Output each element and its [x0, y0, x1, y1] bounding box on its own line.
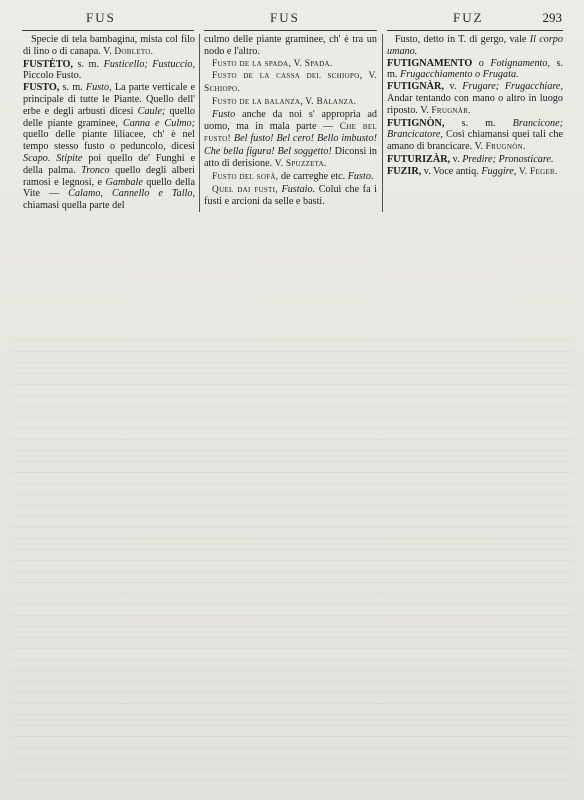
- headword: FUTIGNÀR,: [387, 81, 444, 93]
- entry: [23, 59, 195, 83]
- definition: Andar tentando con mano o altro in luogo riposto. V.: [387, 92, 563, 116]
- definition: quello delle piante liliacee, ch' è nel tempo stesso fusto o peduncolo, dicesi: [23, 129, 195, 153]
- phrase: Fusto de la cassa del schiopo: [212, 71, 360, 82]
- header-rule: [22, 30, 194, 31]
- grammar: v. Voce antiq.: [423, 165, 479, 177]
- entry: [204, 96, 377, 109]
- show-through-text: [10, 340, 574, 790]
- column-2: [204, 34, 377, 208]
- entry-body: Specie di tela bambagina, mista col filo di lino o di canapa. V.: [23, 34, 195, 57]
- entry-body: culmo delle piante graminee, ch' è tra un nodo e l'altro.: [204, 34, 377, 57]
- example: Tronco: [81, 164, 110, 176]
- page-number: 293: [542, 10, 562, 25]
- phrase: Quel dai fusti,: [212, 184, 278, 195]
- example: Canna e Culmo;: [122, 117, 195, 129]
- phrase: Fusto de la balanza: [212, 96, 301, 107]
- entry: [204, 171, 377, 184]
- grammar: s. m.: [77, 58, 100, 70]
- example: Caule;: [137, 105, 166, 117]
- entry: [204, 58, 377, 71]
- definition: o: [478, 57, 484, 69]
- column-3: [387, 34, 563, 179]
- grammar: s. m.: [387, 57, 563, 81]
- column-1: [23, 34, 195, 212]
- definition: Diconsi in atto di derisione.: [204, 146, 378, 169]
- entry: [387, 166, 563, 179]
- entry: [387, 118, 563, 154]
- variant: Fotignamento,: [490, 57, 551, 69]
- entry-text: [23, 34, 195, 59]
- definition: chiamasi quella parte del: [23, 200, 125, 212]
- grammar: v.: [452, 153, 460, 165]
- cross-reference: V. Spuzzeta.: [274, 158, 327, 169]
- entry-text: [387, 34, 563, 58]
- entry: [204, 184, 377, 209]
- phrase: Fusto: [212, 108, 236, 120]
- punctuation: ,: [288, 57, 292, 69]
- cross-reference: V. Spada.: [293, 58, 333, 69]
- entry: [387, 154, 563, 166]
- example: Il corpo umano.: [387, 34, 563, 57]
- definition: Fusto, detto in T. di gergo, vale: [395, 34, 527, 45]
- phrase: Fusto del sofà,: [212, 171, 279, 182]
- synonyms: Predire; Pronosticare.: [462, 153, 554, 165]
- cross-reference: V. Feger.: [518, 166, 558, 177]
- entry: [204, 109, 377, 171]
- entry: [204, 70, 377, 96]
- definition: poi quello de' Funghi e della palma.: [23, 152, 196, 176]
- synonyms: Fusto,: [85, 82, 112, 94]
- definition: Colui che fa i fusti e arcioni da selle e basti.: [204, 183, 378, 208]
- synonyms: Fusticello; Fustuccio,: [103, 58, 196, 70]
- phrase: Fusto de la spada: [212, 58, 289, 69]
- running-head-left: FUS: [86, 10, 116, 25]
- definition: Piccolo Fusto.: [23, 70, 82, 82]
- example: Gambale: [105, 176, 143, 188]
- punctuation: ,: [359, 70, 363, 82]
- definition: de carreghe etc.: [280, 170, 346, 182]
- definition: Così chiamansi quei tali che amano di brancicare. V.: [387, 129, 563, 153]
- headword: Fustaio.: [281, 183, 316, 195]
- headword: FUSTO,: [23, 82, 60, 94]
- synonyms: Frugacchiamento o Frugata.: [400, 69, 519, 81]
- running-head-right: FUZ: [453, 10, 484, 25]
- headword: FUTURIZÀR,: [387, 153, 451, 165]
- entry: [387, 81, 563, 117]
- running-head-center: FUS: [270, 10, 300, 25]
- entry: [387, 58, 563, 82]
- entry: [23, 82, 195, 212]
- column-divider: [382, 34, 383, 212]
- synonyms: Fuggire,: [481, 165, 517, 177]
- example: Calamo, Cannello e Tallo,: [68, 188, 196, 200]
- headword: FUTIGNAMENTO: [387, 57, 473, 69]
- cross-reference: Dobleto.: [114, 46, 154, 57]
- column-divider: [199, 34, 200, 212]
- example: Scapo. Stipite: [23, 152, 83, 164]
- header-rule: [387, 30, 563, 31]
- definition: quello della Vite —: [23, 176, 195, 200]
- definition: quello delle piante graminee,: [23, 105, 196, 129]
- definition: La parte verticale e principale di tutte le Piante. Quello dell' erbe e degli arbusti dicesi: [23, 82, 196, 117]
- cross-reference: V. Schiopo.: [204, 71, 378, 95]
- punctuation: .: [370, 170, 374, 182]
- definition: anche da noi s' appropria ad uomo, ma in mala parte —: [204, 108, 377, 132]
- headword: FUTIGNÒN,: [387, 117, 445, 129]
- headword: FUSTÈTO,: [23, 58, 73, 70]
- cross-reference: V. Balanza.: [305, 96, 357, 107]
- header-rule: [204, 30, 377, 31]
- synonyms: Brancicone; Brancicatore,: [387, 117, 564, 141]
- example: Fusto: [347, 170, 371, 182]
- synonyms: Frugare; Frugacchiare,: [462, 81, 563, 93]
- grammar: s. m.: [62, 82, 83, 94]
- cross-reference: Frugnàr.: [431, 105, 471, 116]
- example: Bel fusto! Bel cero! Bello imbusto! Che bella figura! Bel soggetto!: [204, 133, 377, 158]
- grammar: s. m.: [461, 117, 496, 129]
- headword: FUZIR,: [387, 165, 422, 177]
- grammar: v.: [449, 81, 457, 93]
- phrase: Che bel fusto!: [204, 121, 377, 145]
- cross-reference: Frugnòn.: [485, 142, 526, 153]
- definition: quello degli alberi ramosi e legnosi, e: [23, 164, 196, 188]
- punctuation: ,: [300, 95, 303, 107]
- entry-text: [204, 34, 377, 58]
